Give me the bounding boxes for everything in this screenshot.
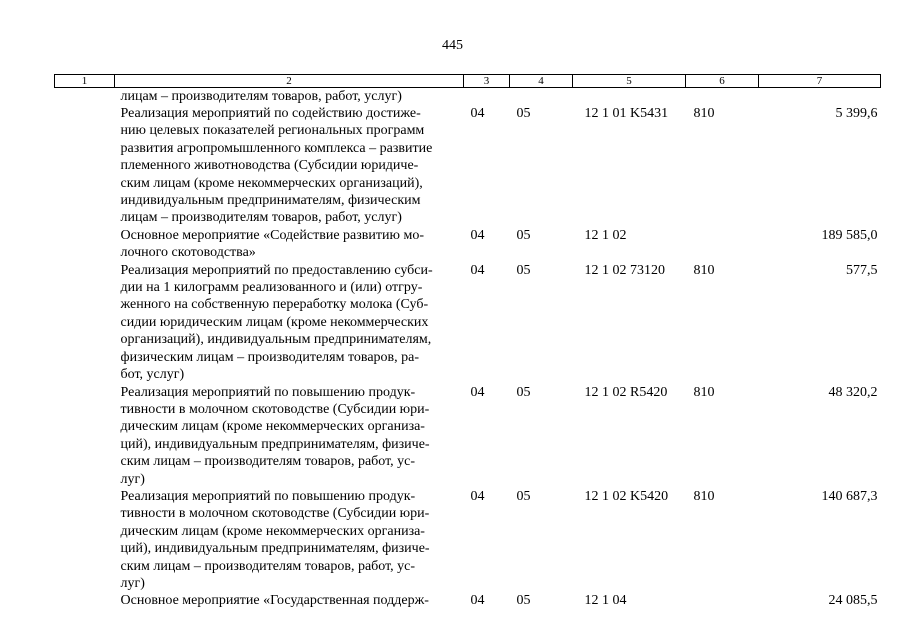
row-subsection: 05 [516,384,531,400]
budget-table [54,74,881,610]
table-row [55,384,881,488]
row-name-line: бот, услуг) [120,367,185,383]
row-section: 04 [470,227,485,243]
column-header-6: 6 [686,75,759,88]
column-header-4: 4 [510,75,573,88]
row-number-cell [55,488,115,592]
row-name [115,384,464,488]
row-name-line: индивидуальным предпринимателям, физическим [120,193,421,209]
row-name-line: дическим лицам (кроме некоммерческих организа- [120,523,425,539]
row-name-line: Реализация мероприятий по повышению продук- [120,488,416,504]
row-subsection: 05 [516,262,531,278]
row-section: 04 [470,488,485,504]
row-expense-type: 810 [693,488,715,504]
row-name-line: сидии юридическим лицам (кроме некоммерческих [120,314,429,330]
continuation-text: лицам – производителям товаров, работ, услуг) [120,89,402,104]
column-header-1: 1 [55,75,115,88]
row-name [115,262,464,384]
row-subsection: 05 [516,227,531,243]
table-row [55,227,881,262]
row-expense-type: 810 [693,384,715,400]
row-name [115,227,464,262]
row-name-line: тивности в молочном скотоводстве (Субсидии юри- [120,401,430,417]
row-amount: 5 399,6 [835,106,878,121]
row-name-line: дии на 1 килограмм реализованного и (или) отгру- [120,280,423,296]
column-header-2: 2 [115,75,464,88]
row-amount: 48 320,2 [828,384,878,400]
row-name-line: Реализация мероприятий по предоставлению субси- [120,262,433,278]
row-name-line: луг) [120,471,145,487]
row-section: 04 [470,384,485,400]
table-header-row [55,75,881,88]
row-name-line: луг) [120,575,145,591]
row-target-article: 12 1 02 [584,227,627,243]
row-name [115,488,464,592]
row-name-line: ций), индивидуальным предпринимателям, физиче- [120,436,430,452]
table-row [55,488,881,592]
row-name-line: ским лицам – производителям товаров, работ, ус- [120,558,416,574]
row-target-article: 12 1 02 R5420 [584,384,668,400]
row-section: 04 [470,106,485,121]
row-name-line: Реализация мероприятий по повышению продук- [120,384,416,400]
row-name-line: ским лицам (кроме некоммерческих организаций), [120,175,423,191]
table-row [55,262,881,384]
row-amount: 24 085,5 [828,593,878,609]
row-name-line: дическим лицам (кроме некоммерческих организа- [120,419,425,435]
row-section: 04 [470,262,485,278]
row-name [115,592,464,609]
column-header-7: 7 [759,75,881,88]
row-name-line: лочного скотоводства» [120,245,256,261]
row-name-line: ским лицам – производителям товаров, работ, ус- [120,454,416,470]
column-header-3: 3 [464,75,510,88]
row-name-line: тивности в молочном скотоводстве (Субсидии юри- [120,506,430,522]
row-name-line: ций), индивидуальным предпринимателям, физиче- [120,541,430,557]
row-subsection: 05 [516,488,531,504]
table-row [55,105,881,227]
row-section: 04 [470,593,485,609]
row-amount: 189 585,0 [821,227,878,243]
row-name-line: развития агропромышленного комплекса – развитие [120,140,433,156]
row-number-cell [55,384,115,488]
row-expense-type [686,227,759,262]
row-subsection: 05 [516,106,531,121]
row-name [115,105,464,227]
row-name-line: Реализация мероприятий по содействию достиже- [120,106,421,121]
row-amount: 577,5 [846,262,878,278]
row-target-article: 12 1 02 K5420 [584,488,669,504]
row-number-cell [55,227,115,262]
row-number-cell [55,592,115,609]
row-name-line: Основное мероприятие «Содействие развитию мо- [120,227,424,243]
row-number-cell [55,105,115,227]
row-target-article: 12 1 02 73120 [584,262,665,278]
column-header-5: 5 [573,75,686,88]
row-name-line: Основное мероприятие «Государственная поддерж- [120,593,429,609]
row-number-cell [55,262,115,384]
row-name-line: племенного животноводства (Субсидии юридиче- [120,158,419,174]
row-target-article: 12 1 01 K5431 [584,106,669,121]
row-expense-type [686,592,759,609]
table-row [55,592,881,609]
row-name-line: нию целевых показателей региональных программ [120,123,425,139]
row-target-article: 12 1 04 [584,593,627,609]
continuation-row [55,88,881,106]
row-name-line: физическим лицам – производителям товаров, ра- [120,349,420,365]
row-expense-type: 810 [693,262,715,278]
row-amount: 140 687,3 [821,488,878,504]
row-name-line: организаций), индивидуальным предпринимателям, [120,332,432,348]
row-expense-type: 810 [693,106,715,121]
row-subsection: 05 [516,593,531,609]
table-body [55,88,881,610]
page-number: 445 [442,38,463,53]
row-name-line: лицам – производителям товаров, работ, услуг) [120,210,402,226]
row-name-line: женного на собственную переработку молока (Суб- [120,297,429,313]
